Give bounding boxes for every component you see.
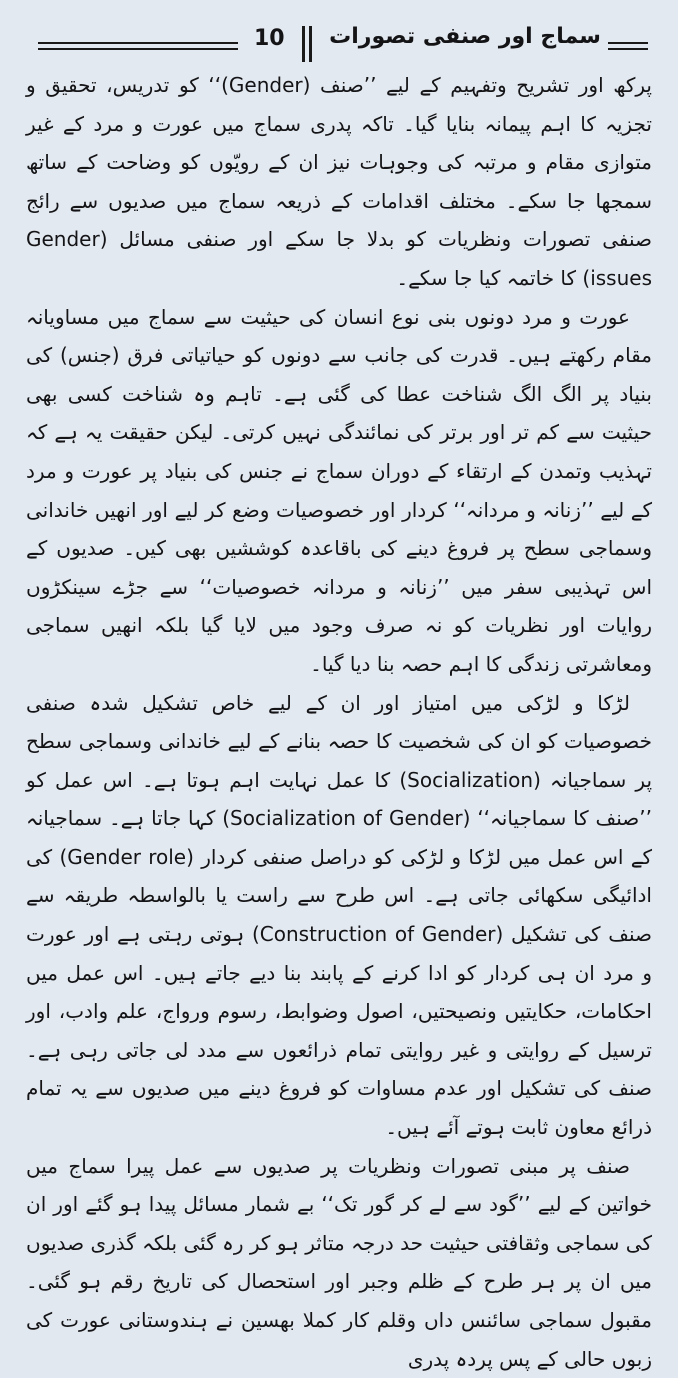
paragraph-4: صنف پر مبنی تصورات ونظریات پر صدیوں سے عمل پیرا سماج میں خواتین کے لیے ’’گود سے لے کر گور تک‘‘ بے شمار مسائل پیدا ہو گئے اور ان کی سماجی وثقافتی حیثیت حد درجہ متاثر ہو کر رہ گئی بلکہ گذری صدیوں میں ان پر ہر طرح کے ظلم وجبر اور استحصال کی تاریخ رقم ہو گئی۔ مقبول سماجی سائنس داں وقلم کار کملا بھسین نے ہندوستانی عورت کی زبوں حالی کے پس پردہ پدری — [26, 1153, 652, 1371]
paragraph-2: عورت و مرد دونوں بنی نوع انسان کی حیثیت سے سماج میں مساویانہ مقام رکھتے ہیں۔ قدرت کی جانب سے دونوں کو حیاتیاتی فرق (جنس) کی بنیاد پر الگ الگ شناخت عطا کی گئی ہے۔ تاہم وہ شناخت کسی بھی حیثیت سے کم تر اور برتر کی نمائندگی نہیں کرتی۔ لیکن حقیقت یہ ہے کہ تہذیب وتمدن کے ارتقاء کے دوران سماج نے جنس کی بنیاد پر عورت و مرد کے لیے ’’زنانہ و مردانہ‘‘ کردار اور خصوصیات وضع کر لیے اور انھیں خاندانی وسماجی سطح پر فروغ دینے کی باقاعدہ کوششیں بھی کیں۔ صدیوں کے اس تہذیبی سفر میں ’’زنانہ و مردانہ خصوصیات‘‘ سے جڑے سینکڑوں روایات اور نظریات کو نہ صرف وجود میں لایا گیا بلکہ انھیں سماجی ومعاشرتی زندگی کا اہم حصہ بنا دیا گیا۔ — [26, 304, 652, 676]
page-body — [26, 66, 653, 1371]
header-rule-right — [608, 42, 648, 50]
header-separator — [302, 26, 312, 62]
page-number: 10 — [254, 26, 285, 51]
paragraph-3: لڑکا و لڑکی میں امتیاز اور ان کے لیے خاص تشکیل شدہ صنفی خصوصیات کو ان کی شخصیت کا حصہ بنانے کے لیے خاندانی وسماجی سطح پر سماجیانہ (Socialization) کا عمل نہایت اہم ہوتا ہے۔ اس عمل کو ’’صنف کا سماجیانہ‘‘ (Socialization of Gender) کہا جاتا ہے۔ سماجیانہ کے اس عمل میں لڑکا و لڑکی کو دراصل صنفی کردار (Gender role) کی ادائیگی سکھائی جاتی ہے۔ اس طرح سے راست یا بالواسطہ طریقہ سے صنف کی تشکیل (Construction of Gender) ہوتی رہتی ہے اور عورت و مرد ان ہی کردار کو ادا کرنے کے پابند بنا دیے جاتے ہیں۔ اس عمل میں احکامات، حکایتیں ونصیحتیں، اصول وضوابط، رسوم ورواج، علم وادب، اور ترسیل کے روایتی و غیر روایتی تمام ذرائعوں سے مدد لی جاتی رہی ہے۔ صنف کی تشکیل اور عدم مساوات کو فروغ دینے میں صدیوں سے یہ تمام ذرائع معاون ثابت ہوتے آئے ہیں۔ — [26, 690, 653, 1140]
running-title: سماج اور صنفی تصورات — [329, 24, 601, 49]
page-header — [30, 18, 648, 64]
paragraph-1: پرکھ اور تشریح وتفہیم کے لیے ’’صنف (Gender)‘‘ کو تدریس، تحقیق و تجزیہ کا اہم پیمانہ بنایا گیا۔ تاکہ پدری سماج میں عورت و مرد کے غیر متوازی مقام و مرتبہ کی وجوہات نیز ان کے رویّوں کو وضاحت کے ساتھ سمجھا جا سکے۔ مختلف اقدامات کے ذریعہ سماج میں صدیوں سے رائج صنفی تصورات ونظریات کو بدلا جا سکے اور صنفی مسائل (Gender issues) کا خاتمہ کیا جا سکے۔ — [26, 73, 652, 290]
header-rule-left — [38, 42, 238, 50]
